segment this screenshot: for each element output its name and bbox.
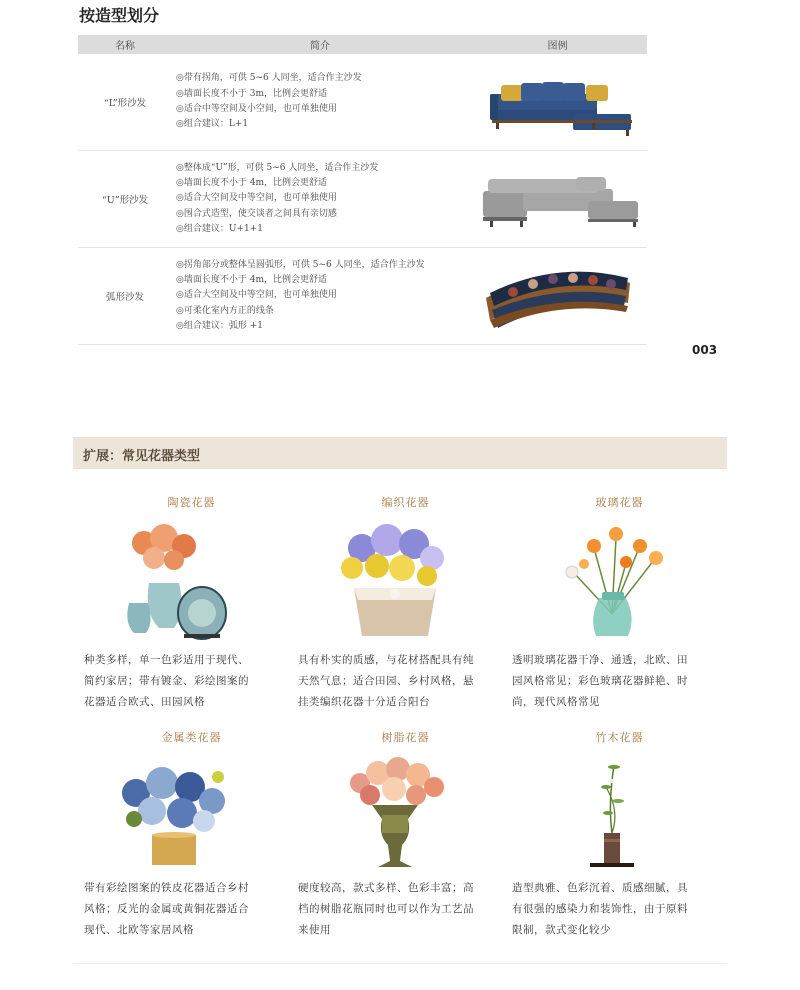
desc-line: ◎墙面长度不小于 4m，比例会更舒适: [176, 178, 327, 189]
u-shaped-sofa-icon: [468, 151, 647, 244]
sofa-image-cell: [468, 54, 647, 151]
vase-title: 玻璃花器: [595, 496, 644, 509]
vase-card-bamboo: [512, 729, 727, 959]
sofa-name: “U”形沙发: [78, 151, 172, 248]
desc-line: ◎可柔化室内方正的线条: [176, 305, 274, 316]
sofa-name: “L”形沙发: [78, 54, 172, 151]
sofa-desc: [172, 248, 468, 345]
curved-sofa-icon: [468, 248, 647, 341]
vase-desc-line: 园风格常见；彩色玻璃花器鲜艳、时: [512, 675, 688, 687]
header-name: 名称: [78, 35, 172, 54]
desc-line: ◎组合建议：弧形 +1: [176, 320, 263, 331]
desc-line: ◎组合建议：L+1: [176, 119, 249, 130]
vase-desc-line: 花器适合欧式、田园风格: [84, 696, 205, 708]
sofa-name: 弧形沙发: [78, 248, 172, 345]
banner-title: 扩展：常见花器类型: [83, 449, 201, 464]
desc-line: ◎拐角部分或整体呈圆弧形，可供 5~6 人同坐，适合作主沙发: [176, 259, 425, 270]
table-row: [78, 54, 647, 151]
woven-basket-icon: [332, 518, 458, 642]
vase-title: 陶瓷花器: [167, 496, 216, 509]
vase-desc-line: 具有朴实的质感，与花材搭配具有纯: [298, 654, 474, 666]
page-number: 003: [692, 343, 718, 357]
header-desc: 简介: [172, 35, 468, 54]
table-row: [78, 151, 647, 248]
table-row: [78, 248, 647, 345]
vase-desc-line: 来使用: [298, 924, 331, 936]
desc-line: ◎围合式造型，使交谈者之间具有亲切感: [176, 208, 337, 219]
vase-card-glass: [512, 494, 727, 714]
desc-line: ◎适合大空间及中等空间，也可单独使用: [176, 193, 337, 204]
vase-card-resin: [298, 729, 513, 959]
metal-vase-icon: [114, 755, 236, 869]
vase-card-woven: [298, 494, 513, 714]
vase-title: 编织花器: [381, 496, 430, 509]
vase-title: 竹木花器: [595, 731, 644, 744]
vase-desc-line: 限制，款式变化较少: [512, 924, 611, 936]
vase-desc-line: 有很强的感染力和装饰性，由于原料: [512, 903, 688, 915]
vase-title: 树脂花器: [381, 731, 430, 744]
vase-card-ceramic: [84, 494, 299, 714]
vase-desc-line: 造型典雅、色彩沉着、质感细腻，具: [512, 882, 688, 894]
vase-desc-line: 档的树脂花瓶同时也可以作为工艺品: [298, 903, 474, 915]
desc-line: ◎带有拐角，可供 5~6 人同坐，适合作主沙发: [176, 73, 362, 84]
table-header-row: [78, 35, 647, 54]
header-image: 图例: [468, 35, 647, 54]
vase-title: 金属类花器: [161, 731, 222, 744]
bottom-divider: [73, 963, 727, 964]
vase-desc-line: 带有彩绘图案的铁皮花器适合乡村: [84, 882, 249, 894]
section-title: 按造型划分: [79, 6, 160, 25]
sofa-image-cell: [468, 248, 647, 345]
sofa-desc: [172, 151, 468, 248]
resin-vase-icon: [342, 753, 448, 873]
vase-card-metal: [84, 729, 299, 959]
sofa-type-table: [78, 35, 647, 345]
sofa-image-cell: [468, 151, 647, 248]
vase-desc-line: 天然气息；适合田园、乡村风格，悬: [298, 675, 474, 687]
sofa-desc: [172, 54, 468, 151]
bamboo-vase-icon: [584, 755, 644, 871]
desc-line: ◎墙面长度不小于 3m，比例会更舒适: [176, 88, 327, 99]
vase-desc-line: 现代、北欧等家居风格: [84, 924, 194, 936]
vase-desc-line: 透明玻璃花器干净、通透，北欧、田: [512, 654, 688, 666]
desc-line: ◎组合建议：U+1+1: [176, 223, 263, 234]
vase-desc-line: 硬度较高，款式多样、色彩丰富；高: [298, 882, 474, 894]
desc-line: ◎整体成“U”形，可供 5~6 人同坐，适合作主沙发: [176, 162, 379, 173]
desc-line: ◎墙面长度不小于 4m，比例会更舒适: [176, 275, 327, 286]
ceramic-vase-icon: [114, 518, 234, 643]
vase-desc-line: 挂类编织花器十分适合阳台: [298, 696, 430, 708]
glass-vase-icon: [554, 518, 674, 644]
l-shaped-sofa-icon: [468, 54, 647, 147]
desc-line: ◎适合中等空间及小空间，也可单独使用: [176, 104, 337, 114]
vase-desc-line: 风格；反光的金属或黄铜花器适合: [84, 903, 249, 915]
vase-desc-line: 尚，现代风格常见: [512, 696, 600, 708]
section-banner: [73, 437, 727, 469]
vase-desc-line: 种类多样，单一色彩适用于现代、: [84, 654, 249, 666]
desc-line: ◎适合大空间及中等空间，也可单独使用: [176, 290, 337, 301]
vase-desc-line: 简约家居；带有镀金、彩绘图案的: [84, 675, 249, 687]
